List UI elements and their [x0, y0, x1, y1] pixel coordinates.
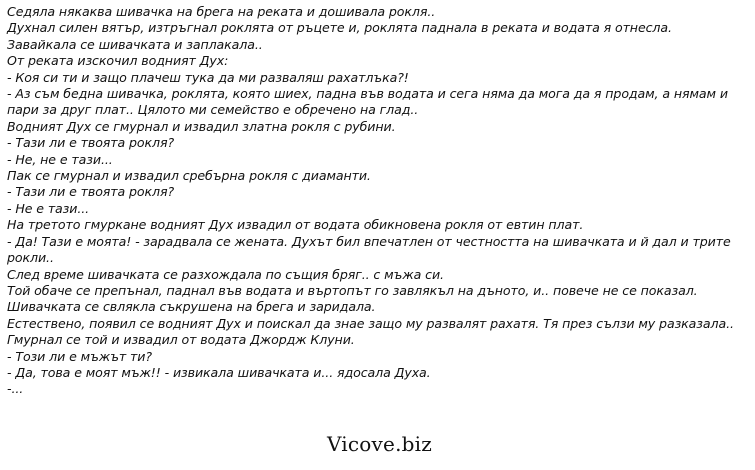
paragraph: - Не е тази...	[7, 200, 90, 216]
paragraph: Пак се гмурнал и извадил сребърна рокля с диаманти.	[7, 168, 371, 184]
site-watermark: Vicove.biz	[327, 432, 432, 456]
paragraph: - Този ли е мъжът ти?	[7, 348, 152, 364]
paragraph: От реката изскочил водният Дух:	[7, 53, 229, 69]
paragraph: - Не, не е тази...	[7, 151, 113, 167]
paragraph: - Тази ли е твоята рокля?	[7, 135, 175, 151]
paragraph: - Да, това е моят мъж!! - извикала шивачката и... ядосала Духа.	[7, 364, 431, 380]
paragraph: -...	[7, 381, 24, 397]
paragraph: На третото гмуркане водният Дух извадил от водата обикновена рокля от евтин плат.	[7, 217, 584, 233]
paragraph: - Аз съм бедна шивачка, роклята, която шиех, падна във водата и сега няма да мога да я продам, а нямам и пари за друг плат.. Цялото ми семейство е обречено на глад..	[7, 86, 728, 118]
paragraph: Водният Дух се гмурнал и извадил златна рокля с рубини.	[7, 118, 396, 134]
paragraph: - Тази ли е твоята рокля?	[7, 184, 175, 200]
paragraph: Духнал силен вятър, изтръгнал роклята от ръцете и, роклята паднала в реката и водата я отнесла.	[7, 20, 672, 36]
paragraph: - Да! Тази е моята! - зарадвала се жената. Духът бил впечатлен от честността на шивачката и й дал и трите рокли..	[7, 233, 731, 266]
paragraph: Седяла някаква шивачка на брега на реката и дошивала рокля..	[7, 4, 436, 19]
paragraph: Завайкала се шивачката и заплакала..	[7, 36, 263, 52]
paragraph: След време шивачката се разхождала по същия бряг.. с мъжа си.	[7, 266, 444, 282]
paragraph: - Коя си ти и защо плачеш тука да ми разваляш рахатлъка?!	[7, 69, 409, 85]
paragraph: Естествено, появил се водният Дух и поискал да знае защо му развалят рахатя. Тя през сълзи му разказала..	[7, 315, 734, 331]
paragraph: Шивачката се свлякла съкрушена на брега и заридала.	[7, 299, 376, 315]
joke-text	[7, 4, 752, 398]
paragraph: Той обаче се препънал, паднал във водата и въртопът го завлякъл на дъното, и.. повече не се показал.	[7, 282, 698, 298]
paragraph: Гмурнал се той и извадил от водата Джордж Клуни.	[7, 332, 355, 348]
